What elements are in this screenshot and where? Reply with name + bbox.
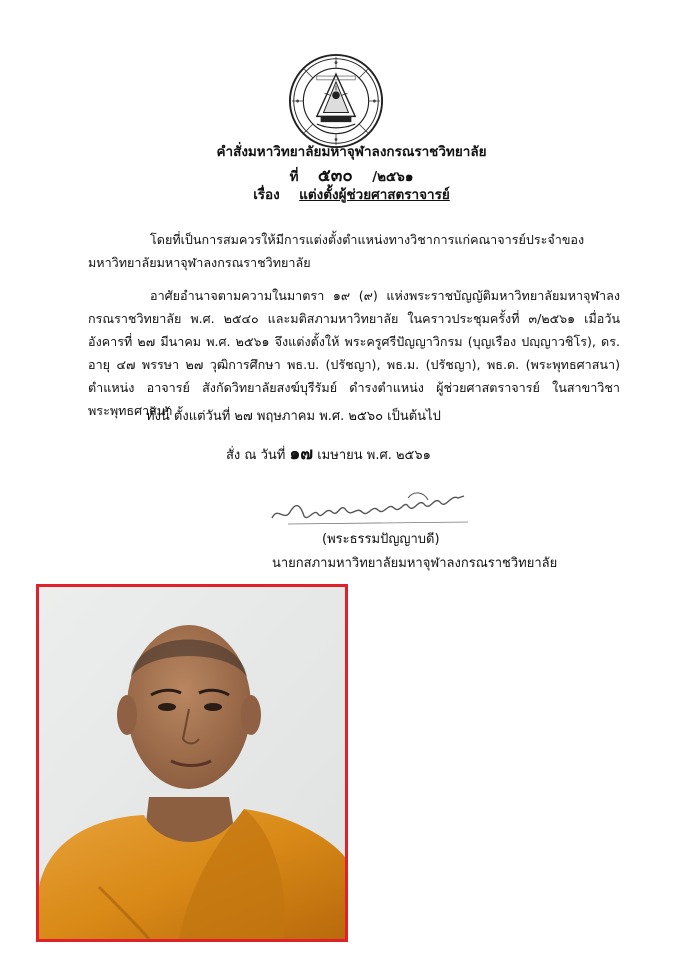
signer-name: (พระธรรมปัญญาบดี) [322,532,440,547]
paragraph-preamble [88,228,620,274]
order-subject [12,183,679,205]
subject-label: เรื่อง [253,187,280,203]
subject-text: แต่งตั้งผู้ช่วยศาสตราจารย์ [299,187,450,203]
order-number-prefix: ที่ [289,169,299,185]
signed-prefix: สั่ง ณ วันที่ [226,448,286,463]
signed-suffix: เมษายน พ.ศ. ๒๕๖๑ [317,448,431,463]
paragraph-authority-text: อาศัยอำนาจตามความในมาตรา ๑๙ (๙) แห่งพระราชบัญญัติมหาวิทยาลัยมหาจุฬาลงกรณราชวิทยาลัย พ.ศ. ๒๕๔๐ และมติสภามหาวิทยาลัย ในคราวประชุมครั้งที่ ๓/๒๕๖๑ เมื่อวันอังคารที่ ๒๗ มีนาคม พ.ศ. ๒๕๖๑ จึงแต่งตั้งให้ พระครูศรีปัญญาวิกรม (บุญเรือง ปญฺญาวชิโร), ดร. อายุ ๔๗ พรรษา ๒๗ วุฒิการศึกษา พธ.บ. (ปรัชญา), พธ.ม. (ปรัชญา), พธ.ด. (พระพุทธศาสนา) ตำแหน่ง อาจารย์ สังกัดวิทยาลัยสงฆ์บุรีรัมย์ ดำรงตำแหน่ง ผู้ช่วยศาสตราจารย์ ในสาขาวิชาพระพุทธศาสนา [88,288,620,418]
signer-position: นายกสภามหาวิทยาลัยมหาจุฬาลงกรณราชวิทยาลัย [272,556,558,571]
order-number-value: ๕๓๐ [317,166,353,186]
effective-date-line: ทั้งนี้ ตั้งแต่วันที่ ๒๗ พฤษภาคม พ.ศ. ๒๕๖๐ เป็นต้นไป [146,409,441,424]
paragraph-authority [88,284,620,422]
order-title: คำสั่งมหาวิทยาลัยมหาจุฬาลงกรณราชวิทยาลัย [216,144,487,160]
signed-date-line [226,440,431,467]
university-seal-icon [288,53,384,149]
portrait-image [39,587,345,939]
signed-day: ๑๗ [289,444,314,464]
portrait-photo [36,584,348,942]
signature-image [268,488,478,528]
paragraph-preamble-text: โดยที่เป็นการสมควรให้มีการแต่งตั้งตำแหน่งทางวิชาการแก่คณาจารย์ประจำของมหาวิทยาลัยมหาจุฬาลงกรณราชวิทยาลัย [88,232,585,270]
order-number-suffix: /๒๕๖๑ [372,169,414,185]
